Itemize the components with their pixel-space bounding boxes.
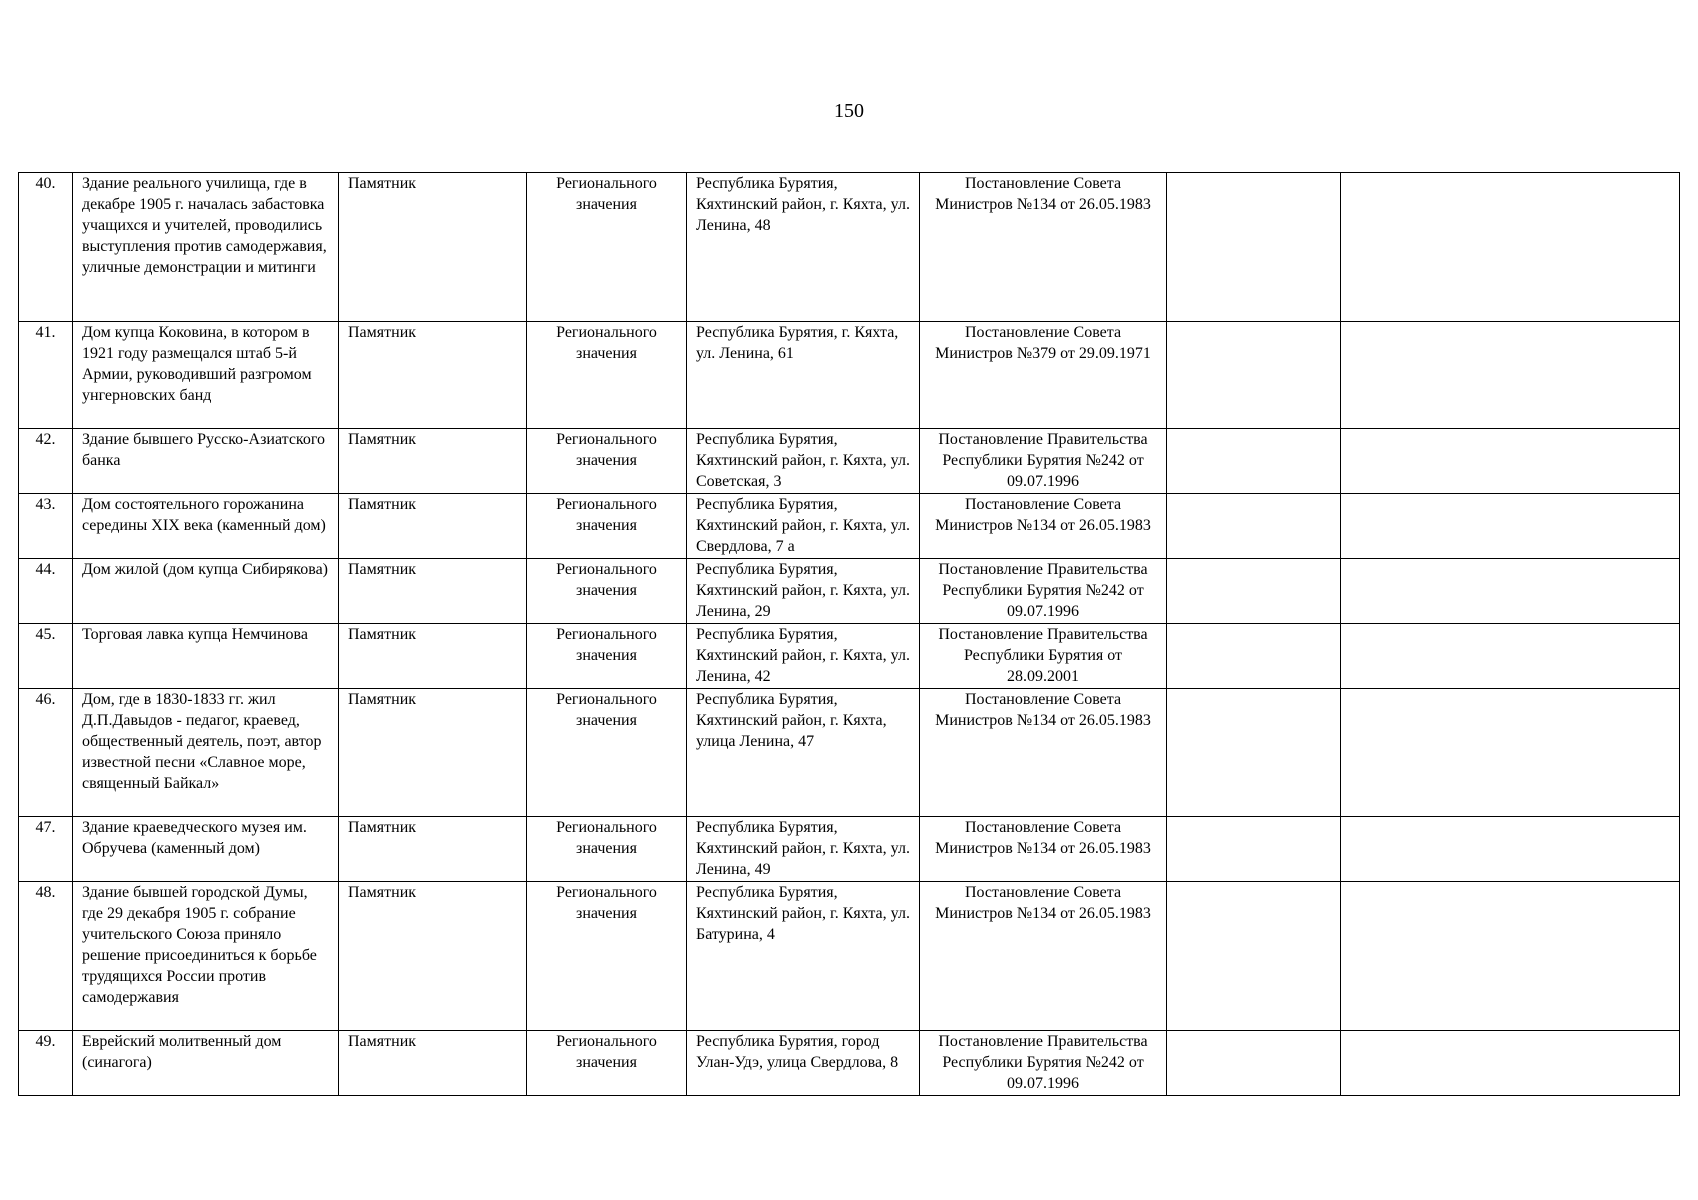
object-type: Памятник <box>339 1031 527 1096</box>
object-address: Республика Бурятия, Кяхтинский район, г. Кяхта, ул. Советская, 3 <box>687 429 920 494</box>
object-address: Республика Бурятия, Кяхтинский район, г. Кяхта, ул. Ленина, 29 <box>687 559 920 624</box>
object-address: Республика Бурятия, Кяхтинский район, г. Кяхта, улица Ленина, 47 <box>687 689 920 817</box>
object-type: Памятник <box>339 689 527 817</box>
row-number: 41. <box>19 322 73 429</box>
object-name: Дом купца Коковина, в котором в 1921 году размещался штаб 5-й Армии, руководивший разгромом унгерновских банд <box>73 322 339 429</box>
object-name: Дом, где в 1830-1833 гг. жил Д.П.Давыдов - педагог, краевед, общественный деятель, поэт, автор известной песни «Славное море, священный Байкал» <box>73 689 339 817</box>
object-type: Памятник <box>339 559 527 624</box>
table-row <box>19 689 1680 817</box>
empty-cell <box>1341 322 1680 429</box>
empty-cell <box>1341 559 1680 624</box>
object-document: Постановление Совета Министров №134 от 26.05.1983 <box>920 817 1167 882</box>
object-category: Регионального значения <box>527 173 687 322</box>
page-number: 150 <box>834 100 864 122</box>
row-number: 45. <box>19 624 73 689</box>
object-document: Постановление Совета Министров №134 от 26.05.1983 <box>920 494 1167 559</box>
table-row <box>19 322 1680 429</box>
empty-cell <box>1167 882 1341 1031</box>
table-row <box>19 817 1680 882</box>
object-name: Еврейский молитвенный дом (синагога) <box>73 1031 339 1096</box>
table-row <box>19 494 1680 559</box>
object-address: Республика Бурятия, Кяхтинский район, г. Кяхта, ул. Батурина, 4 <box>687 882 920 1031</box>
row-number: 49. <box>19 1031 73 1096</box>
row-number: 47. <box>19 817 73 882</box>
object-address: Республика Бурятия, Кяхтинский район, г. Кяхта, ул. Свердлова, 7 а <box>687 494 920 559</box>
object-document: Постановление Правительства Республики Бурятия №242 от 09.07.1996 <box>920 559 1167 624</box>
object-document: Постановление Совета Министров №134 от 26.05.1983 <box>920 689 1167 817</box>
row-number: 46. <box>19 689 73 817</box>
object-address: Республика Бурятия, Кяхтинский район, г. Кяхта, ул. Ленина, 42 <box>687 624 920 689</box>
object-type: Памятник <box>339 322 527 429</box>
object-document: Постановление Правительства Республики Бурятия №242 от 09.07.1996 <box>920 429 1167 494</box>
object-address: Республика Бурятия, Кяхтинский район, г. Кяхта, ул. Ленина, 48 <box>687 173 920 322</box>
object-address: Республика Бурятия, Кяхтинский район, г. Кяхта, ул. Ленина, 49 <box>687 817 920 882</box>
object-document: Постановление Правительства Республики Бурятия №242 от 09.07.1996 <box>920 1031 1167 1096</box>
object-name: Здание краеведческого музея им. Обручева (каменный дом) <box>73 817 339 882</box>
empty-cell <box>1167 817 1341 882</box>
object-name: Здание реального училища, где в декабре 1905 г. началась забастовка учащихся и учителей, проводились выступления против самодержавия, уличные демонстрации и митинги <box>73 173 339 322</box>
empty-cell <box>1167 559 1341 624</box>
object-document: Постановление Правительства Республики Бурятия от 28.09.2001 <box>920 624 1167 689</box>
object-category: Регионального значения <box>527 494 687 559</box>
object-address: Республика Бурятия, г. Кяхта, ул. Ленина, 61 <box>687 322 920 429</box>
object-name: Здание бывшего Русско-Азиатского банка <box>73 429 339 494</box>
empty-cell <box>1341 817 1680 882</box>
object-name: Здание бывшей городской Думы, где 29 декабря 1905 г. собрание учительского Союза приняло решение присоединиться к борьбе трудящихся России против самодержавия <box>73 882 339 1031</box>
table-row <box>19 1031 1680 1096</box>
object-document: Постановление Совета Министров №379 от 29.09.1971 <box>920 322 1167 429</box>
object-category: Регионального значения <box>527 882 687 1031</box>
registry-body <box>19 173 1680 1096</box>
table-row <box>19 429 1680 494</box>
object-category: Регионального значения <box>527 689 687 817</box>
empty-cell <box>1167 1031 1341 1096</box>
row-number: 48. <box>19 882 73 1031</box>
empty-cell <box>1341 494 1680 559</box>
object-category: Регионального значения <box>527 429 687 494</box>
empty-cell <box>1341 689 1680 817</box>
object-type: Памятник <box>339 429 527 494</box>
heritage-registry-table <box>18 172 1680 1096</box>
empty-cell <box>1167 322 1341 429</box>
empty-cell <box>1167 624 1341 689</box>
table-row <box>19 559 1680 624</box>
empty-cell <box>1167 689 1341 817</box>
object-type: Памятник <box>339 624 527 689</box>
object-category: Регионального значения <box>527 817 687 882</box>
table-row <box>19 882 1680 1031</box>
object-document: Постановление Совета Министров №134 от 26.05.1983 <box>920 882 1167 1031</box>
row-number: 40. <box>19 173 73 322</box>
empty-cell <box>1167 173 1341 322</box>
empty-cell <box>1341 173 1680 322</box>
empty-cell <box>1341 1031 1680 1096</box>
object-category: Регионального значения <box>527 322 687 429</box>
row-number: 42. <box>19 429 73 494</box>
row-number: 43. <box>19 494 73 559</box>
table-row <box>19 624 1680 689</box>
empty-cell <box>1341 882 1680 1031</box>
object-type: Памятник <box>339 882 527 1031</box>
object-category: Регионального значения <box>527 624 687 689</box>
row-number: 44. <box>19 559 73 624</box>
object-address: Республика Бурятия, город Улан-Удэ, улица Свердлова, 8 <box>687 1031 920 1096</box>
object-name: Торговая лавка купца Немчинова <box>73 624 339 689</box>
empty-cell <box>1341 624 1680 689</box>
table-row <box>19 173 1680 322</box>
object-name: Дом жилой (дом купца Сибирякова) <box>73 559 339 624</box>
object-type: Памятник <box>339 817 527 882</box>
object-category: Регионального значения <box>527 1031 687 1096</box>
object-category: Регионального значения <box>527 559 687 624</box>
empty-cell <box>1341 429 1680 494</box>
object-type: Памятник <box>339 494 527 559</box>
object-document: Постановление Совета Министров №134 от 26.05.1983 <box>920 173 1167 322</box>
object-type: Памятник <box>339 173 527 322</box>
empty-cell <box>1167 429 1341 494</box>
object-name: Дом состоятельного горожанина середины XIX века (каменный дом) <box>73 494 339 559</box>
empty-cell <box>1167 494 1341 559</box>
